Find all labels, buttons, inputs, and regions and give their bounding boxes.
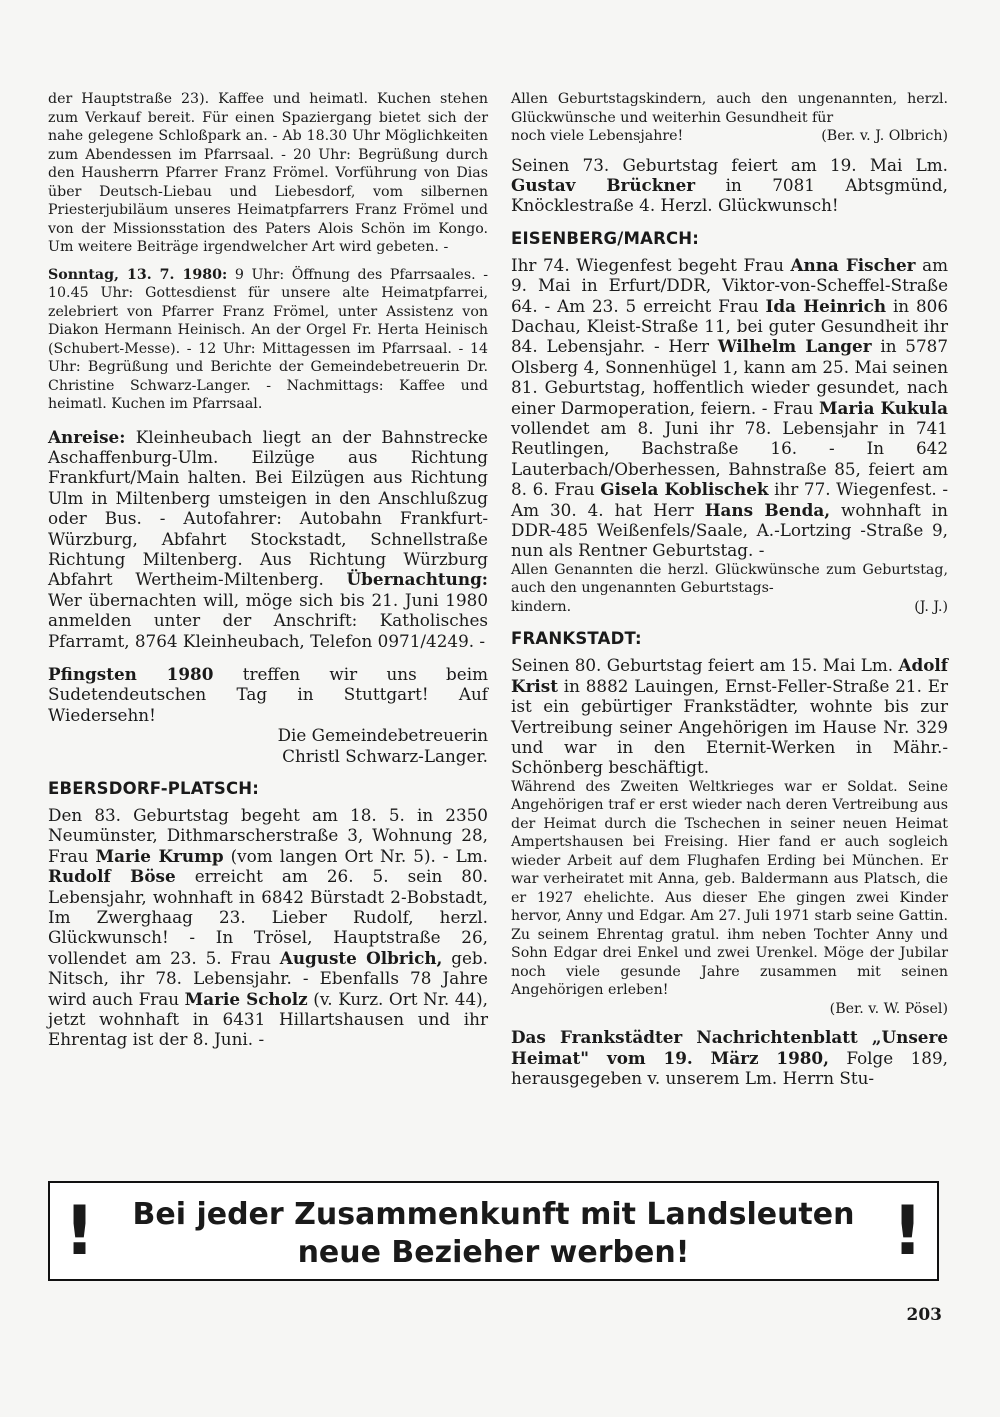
poesel-signature: (Ber. v. W. Pösel)	[829, 1000, 948, 1017]
eisenberg-greeting: Allen Genannten die herzl. Glückwünsche zum Geburtstag, auch den ungenannten Geburtstags-	[511, 561, 948, 597]
travel-paragraph: Anreise: Kleinheubach liegt an der Bahnstrecke Aschaffenburg-Ulm. Eilzüge aus Richtung Frankfurt/Main halten. Bei Eilzügen aus Richtung Ulm in Miltenberg umsteigen in den Anschlußzug oder Bus. - Autofahrer: Autobahn Frankfurt-Würzburg, Abfahrt Stockstadt, Schnellstraße Richtung Miltenberg. Aus Richtung Würzburg Abfahrt Wertheim-Miltenberg. Übernachtung: Wer übernachten will, möge sich bis 21. Juni 1980 anmelden unter der Anschrift: Katholisches Pfarramt, 8764 Kleinheubach, Telefon 0971/4249. -	[48, 426, 488, 651]
right-column	[511, 90, 948, 1088]
eisenberg-signature: (J. J.)	[914, 598, 948, 615]
page-number: 203	[906, 1305, 942, 1325]
olbrich-greeting: Allen Geburtstagskindern, auch den ungenannten, herzl. Glückwünsche und weiterhin Gesundheit für	[511, 91, 948, 126]
heading-ebersdorf: EBERSDORF-PLATSCH:	[48, 779, 260, 798]
heading-frankstadt: FRANKSTADT:	[511, 629, 642, 649]
signature-line-2: Christl Schwarz-Langer.	[282, 745, 488, 766]
krist-paragraph: Seinen 80. Geburtstag feiert am 15. Mai Lm. Adolf Krist in 8882 Lauingen, Ernst-Feller-Straße 21. Er ist ein gebürtiger Frankstädter, wohnte bis zur Vertreibung seiner Angehörigen im Hause Nr. 329 und war in den Eternit-Werken in Mähr.-Schönberg beschäftigt.	[511, 655, 948, 778]
signature-line-1: Die Gemeindebetreuerin	[277, 725, 488, 746]
pentecost-lead: Pfingsten 1980	[48, 663, 214, 684]
krist-biography: Während des Zweiten Weltkrieges war er Soldat. Seine Angehörigen traf er erst wieder nach deren Vertreibung aus der Heimat durch die Tschechen in seiner neuen Heimat Ampertshausen bei Freising. Hier fand er auch sogleich wieder Arbeit auf dem Flughafen Erding bei München. Er war verheiratet mit Anna, geb. Baldermann aus Platsch, die er 1927 ehelichte. Aus dieser Ehe gingen zwei Kinder hervor, Anny und Edgar. Am 27. Juli 1971 starb seine Gattin. Zu seinem Ehrentag gratul. ihm neben Tochter Anny und Sohn Edgar drei Enkel und zwei Urenkel. Möge der Jubilar noch viele gesunde Jahre zusammen mit seinen Angehörigen erleben!	[511, 778, 949, 999]
subscriber-banner	[48, 1181, 939, 1281]
eisenberg-greeting-end: kindern. (J. J.)	[511, 598, 948, 615]
brueckner-paragraph: Seinen 73. Geburtstag feiert am 19. Mai Lm. Gustav Brückner in 7081 Abtsgmünd, Knöcklestraße 4. Herzl. Glückwunsch!	[511, 154, 948, 216]
banner-line-2: neue Bezieher werben!	[297, 1235, 690, 1270]
left-column	[48, 90, 488, 1050]
banner-text	[90, 1196, 897, 1272]
eisenberg-paragraph: Ihr 74. Wiegenfest begeht Frau Anna Fischer am 9. Mai in Erfurt/DDR, Viktor-von-Scheffel-Straße 64. - Am 23. 5 erreicht Frau Ida Heinrich in 806 Dachau, Kleist-Straße 11, bei guter Gesundheit ihr 84. Lebensjahr. - Herr Wilhelm Langer in 5787 Olsberg 4, Sonnenhügel 1, kann am 25. Mai seinen 81. Geburtstag, hoffentlich wieder gesundet, nach einer Darmoperation, feiern. - Frau Maria Kukula vollendet am 8. Juni ihr 78. Lebensjahr in 741 Reutlingen, Bachstraße 16. - In 642 Lauterbach/Oberhessen, Bahnstraße 85, feiert am 8. 6. Frau Gisela Koblischek ihr 77. Wiegenfest. - Am 30. 4. hat Herr Hans Benda, wohnhaft in DDR-485 Weißenfels/Saale, A.-Lortzing -Straße 9, nun als Rentner Geburtstag. -	[511, 254, 949, 561]
banner-line-1: Bei jeder Zusammenkunft mit Landsleuten	[132, 1197, 855, 1232]
lodging-lead: Übernachtung:	[346, 569, 488, 590]
newsletter-paragraph: Das Frankstädter Nachrichtenblatt „Unsere Heimat" vom 19. März 1980, Folge 189, herausgegeben v. unserem Lm. Herrn Stu-	[511, 1027, 948, 1089]
program-paragraph: der Hauptstraße 23). Kaffee und heimatl. Kuchen stehen zum Verkauf bereit. Für einen Spaziergang bietet sich der nahe gelegene Schloßpark an. - Ab 18.30 Uhr Möglichkeiten zum Abendessen im Pfarrsaal. - 20 Uhr: Begrüßung durch den Hausherrn Pfarrer Franz Frömel. Vorführung von Dias über Deutsch-Liebau und Liebesdorf, vom silbernen Priesterjubiläum unseres Heimatpfarrers Franz Frömel und von der Missionsstation des Paters Alois Schön im Kongo. Um weitere Beiträge irgendwelcher Art wird gebeten. -	[48, 91, 488, 255]
olbrich-greeting-end: noch viele Lebensjahre! (Ber. v. J. Olbrich)	[511, 128, 948, 144]
exclamation-left-icon: !	[64, 1192, 96, 1271]
pentecost-paragraph: Pfingsten 1980 treffen wir uns beim Sudetendeutschen Tag in Stuttgart! Auf Wiedersehn!	[48, 663, 488, 725]
heading-eisenberg: EISENBERG/MARCH:	[511, 228, 700, 248]
ebersdorf-paragraph: Den 83. Geburtstag begeht am 18. 5. in 2350 Neumünster, Dithmarscherstraße 3, Wohnung 28, Frau Marie Krump (vom langen Ort Nr. 5). - Lm. Rudolf Böse erreicht am 26. 5. sein 80. Lebensjahr, wohnhaft in 6842 Bürstadt 2-Bobstadt, Im Zwerghaag 23. Lieber Rudolf, herzl. Glückwunsch! - In Trösel, Hauptstraße 26, vollendet am 23. 5. Frau Auguste Olbrich, geb. Nitsch, ihr 78. Lebensjahr. - Ebenfalls 78 Jahre wird auch Frau Marie Scholz (v. Kurz. Ort Nr. 44), jetzt wohnhaft in 6431 Hillartshausen und ihr Ehrentag ist der 8. Juni. -	[48, 805, 489, 1050]
exclamation-right-icon: !	[891, 1192, 923, 1271]
olbrich-signature: (Ber. v. J. Olbrich)	[821, 128, 948, 144]
sunday-lead: Sonntag, 13. 7. 1980:	[48, 266, 228, 283]
travel-lead: Anreise:	[48, 426, 126, 447]
sunday-paragraph: Sonntag, 13. 7. 1980: 9 Uhr: Öffnung des Pfarrsaales. - 10.45 Uhr: Gottesdienst für unsere alte Heimatpfarrei, zelebriert von Pfarrer Franz Frömel, unter Assistenz von Diakon Hermann Heinisch. An der Orgel Fr. Herta Heinisch (Schubert-Messe). - 12 Uhr: Mittagessen im Pfarrsaal. - 14 Uhr: Begrüßung und Berichte der Gemeindebetreuerin Dr. Christine Schwarz-Langer. - Nachmittags: Kaffee und heimatl. Kuchen im Pfarrsaal.	[48, 266, 489, 412]
